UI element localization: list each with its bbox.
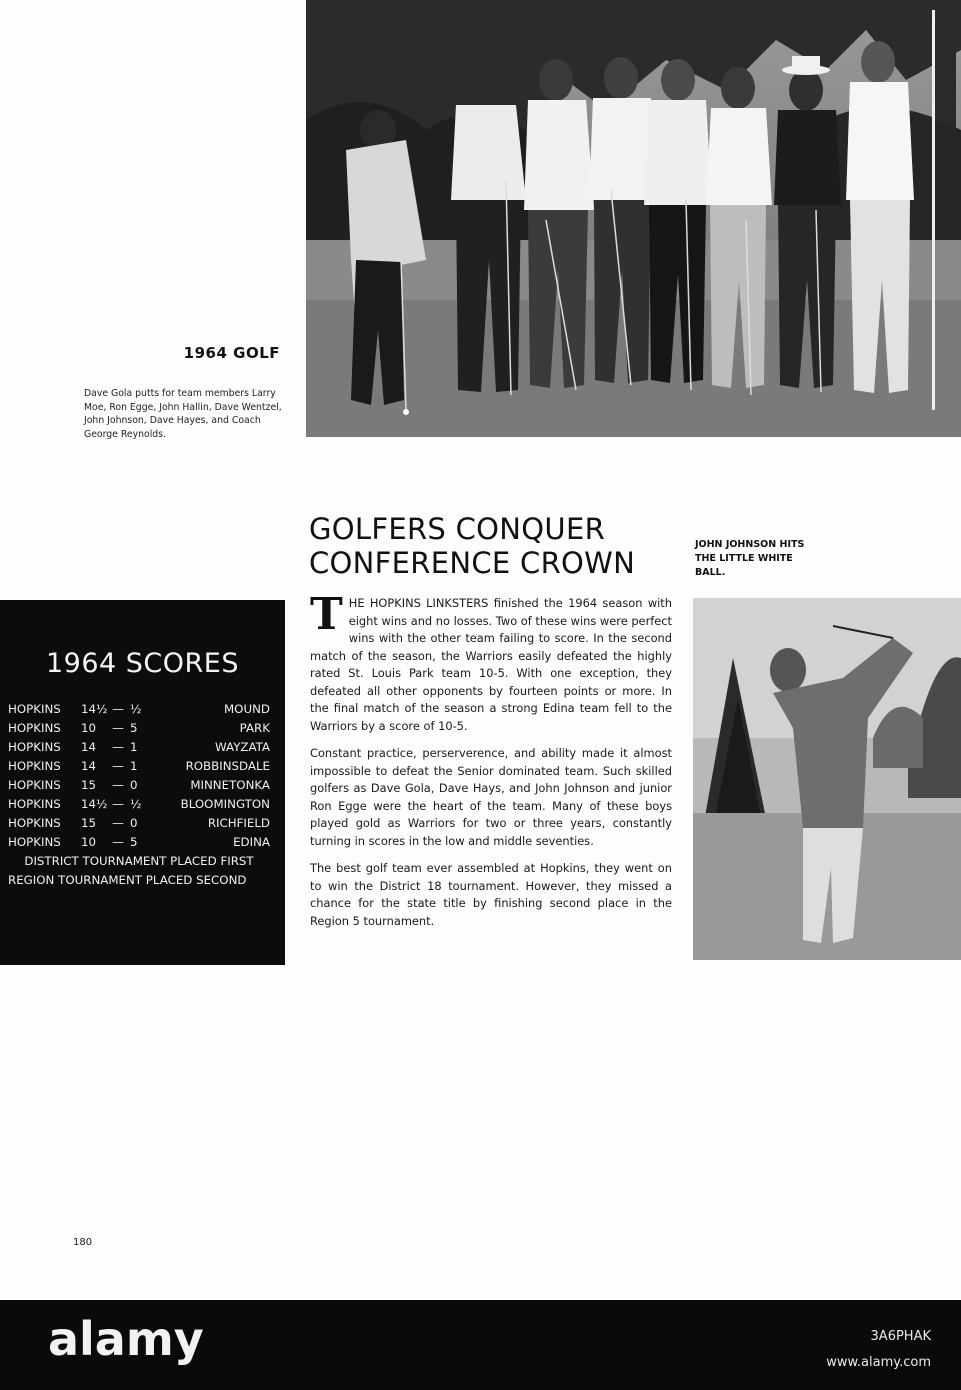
score-dash: —: [112, 759, 124, 773]
stock-banner: [0, 1300, 961, 1390]
score-row: [8, 757, 270, 776]
district-result: DISTRICT TOURNAMENT PLACED FIRST: [24, 854, 254, 868]
score-dash: —: [112, 702, 124, 716]
score-opponent-points: ½: [130, 702, 142, 716]
score-row: [8, 738, 270, 757]
swing-photo: [693, 598, 961, 960]
score-opponent-points: 5: [130, 721, 138, 735]
score-team: HOPKINS: [8, 835, 61, 849]
image-id: 3A6PHAK: [870, 1329, 931, 1344]
banner-url: www.alamy.com: [826, 1355, 931, 1370]
score-dash: —: [112, 797, 124, 811]
headline-line-2: CONFERENCE CROWN: [309, 546, 636, 580]
score-opponent: BLOOMINGTON: [180, 797, 270, 811]
page-number: 180: [73, 1237, 93, 1248]
score-points: 14½: [81, 702, 108, 716]
score-row: [8, 795, 270, 814]
score-dash: —: [112, 740, 124, 754]
score-team: HOPKINS: [8, 740, 61, 754]
score-opponent: ROBBINSDALE: [185, 759, 270, 773]
score-dash: —: [112, 816, 124, 830]
score-opponent: EDINA: [233, 835, 270, 849]
headline: [309, 512, 679, 580]
article-paragraph-1: [310, 589, 672, 735]
score-points: 15: [81, 816, 97, 830]
score-team: HOPKINS: [8, 759, 61, 773]
team-photo: [306, 0, 961, 437]
score-team: HOPKINS: [8, 797, 61, 811]
svg-text:alamy: alamy: [48, 1312, 204, 1366]
score-opponent-points: 0: [130, 778, 138, 792]
score-points: 10: [81, 721, 97, 735]
article-paragraph-2: Constant practice, perserverence, and ability made it almost impossible to defeat the Senior dominated team. Such skilled golfers as Dave Gola, Dave Hays, and John Johnson and junior Ron Egge were the heart of the team. Many of these boys played gold as Warriors for two or three years, constantly turning in scores in the low and middle seventies.: [310, 746, 672, 848]
score-row: [8, 776, 270, 795]
headline-line-1: GOLFERS CONQUER: [309, 512, 606, 546]
score-opponent-points: 5: [130, 835, 138, 849]
score-opponent-points: 1: [130, 759, 138, 773]
score-points: 14: [81, 740, 97, 754]
scores-box: [0, 600, 285, 965]
score-opponent-points: 1: [130, 740, 138, 754]
score-points: 15: [81, 778, 97, 792]
article-paragraph-1-text: HE HOPKINS LINKSTERS finished the 1964 season with eight wins and no losses. Two of these wins were perfect wins with the other team failing to score. In the second match of the season, the Warriors easily defeated the highly rated St. Louis Park team 10-5. With one exception, they defeated all other opponents by fourteen points or more. In the final match of the season a strong Edina team fell to the Warriors by a score of 10-5.: [310, 596, 672, 733]
score-team: HOPKINS: [8, 816, 61, 830]
score-row: [8, 814, 270, 833]
score-row: [8, 719, 270, 738]
score-dash: —: [112, 778, 124, 792]
swing-photo-caption: JOHN JOHNSON HITS THE LITTLE WHITE BALL.: [695, 539, 805, 578]
score-points: 10: [81, 835, 97, 849]
score-row: [8, 833, 270, 852]
score-opponent: WAYZATA: [215, 740, 270, 754]
score-opponent-points: 0: [130, 816, 138, 830]
score-dash: —: [112, 721, 124, 735]
score-team: HOPKINS: [8, 702, 61, 716]
score-team: HOPKINS: [8, 778, 61, 792]
score-dash: —: [112, 835, 124, 849]
score-points: 14½: [81, 797, 108, 811]
scores-title: 1964 SCORES: [46, 648, 239, 679]
score-opponent: MINNETONKA: [190, 778, 270, 792]
score-team: HOPKINS: [8, 721, 61, 735]
score-opponent: RICHFIELD: [207, 816, 270, 830]
score-opponent-points: ½: [130, 797, 142, 811]
region-result: REGION TOURNAMENT PLACED SECOND: [8, 873, 247, 887]
score-opponent: PARK: [239, 721, 270, 735]
score-row: [8, 700, 270, 719]
score-opponent: MOUND: [223, 702, 270, 716]
scores-table: [8, 700, 270, 890]
golf-section-title: 1964 GOLF: [183, 344, 280, 362]
drop-cap: T: [310, 589, 343, 640]
alamy-logo: [48, 1310, 223, 1370]
article-paragraph-3: The best golf team ever assembled at Hopkins, they went on to win the District 18 tournament. However, they missed a chance for the state title by finishing second place in the Region 5 tournament.: [310, 861, 672, 928]
team-photo-caption: Dave Gola putts for team members Larry Moe, Ron Egge, John Hallin, Dave Wentzel, John Johnson, Dave Hayes, and Coach George Reynolds.: [84, 388, 282, 440]
score-points: 14: [81, 759, 97, 773]
article-body: [310, 589, 672, 940]
